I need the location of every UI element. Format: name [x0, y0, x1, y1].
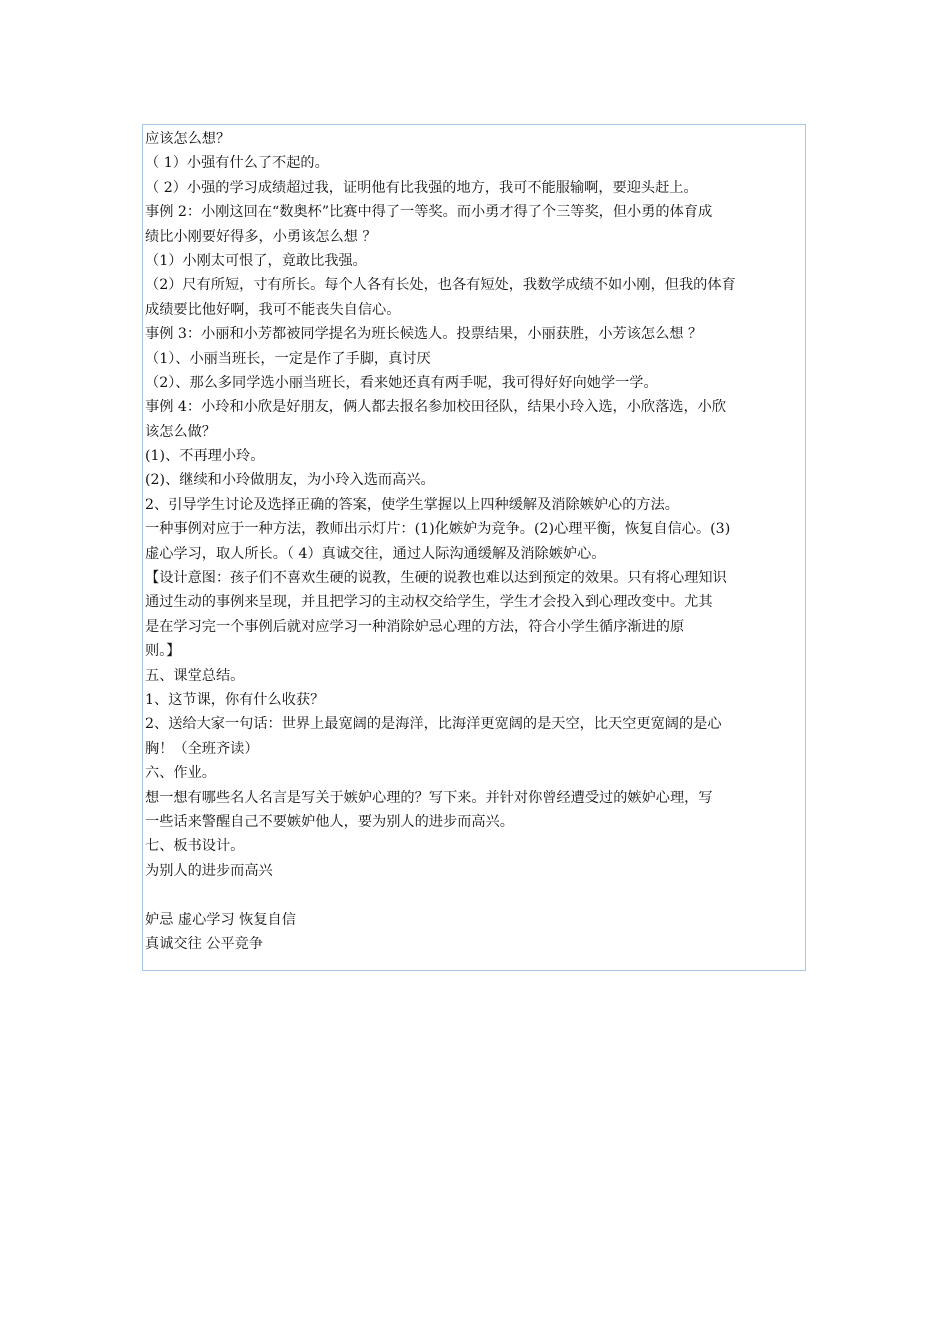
text-line: 2、引导学生讨论及选择正确的答案，使学生掌握以上四种缓解及消除嫉妒心的方法。 [145, 496, 679, 513]
text-line: （2）尺有所短，寸有所长。每个人各有长处，也各有短处，我数学成绩不如小刚，但我的体育 [145, 277, 736, 294]
text-line: 事例 4：小玲和小欣是好朋友，俩人都去报名参加校田径队，结果小玲入选，小欣落选，小欣 [145, 399, 727, 416]
text-line: 【设计意图：孩子们不喜欢生硬的说教，生硬的说教也难以达到预定的效果。只有将心理知识 [145, 570, 727, 587]
document-content-box [142, 124, 806, 971]
text-line: 通过生动的事例来呈现，并且把学习的主动权交给学生，学生才会投入到心理改变中。尤其 [145, 594, 713, 611]
text-line: 该怎么做？ [145, 423, 216, 440]
text-line: 一些话来警醒自己不要嫉妒他人，要为别人的进步而高兴。 [145, 813, 514, 830]
text-line: (2)、继续和小玲做朋友，为小玲入选而高兴。 [145, 472, 435, 489]
text-line: 事例 2：小刚这回在“数奥杯”比赛中得了一等奖。而小勇才得了个三等奖，但小勇的体育成 [145, 204, 713, 221]
text-line: （ 1）小强有什么了不起的。 [145, 155, 329, 172]
text-line: 六、作业。 [145, 765, 216, 782]
text-line: 为别人的进步而高兴 [145, 862, 273, 879]
text-line: 是在学习完一个事例后就对应学习一种消除妒忌心理的方法，符合小学生循序渐进的原 [145, 618, 685, 635]
text-line: 1、这节课，你有什么收获？ [145, 691, 325, 708]
text-line: （1）小刚太可恨了，竟敢比我强。 [145, 252, 367, 269]
text-line: 真诚交往 公平竞争 [145, 935, 264, 952]
text-line: 想一想有哪些名人名言是写关于嫉妒心理的？写下来。并针对你曾经遭受过的嫉妒心理，写 [145, 789, 713, 806]
text-line: 成绩要比他好啊，我可不能丧失自信心。 [145, 301, 401, 318]
text-line: （ 2）小强的学习成绩超过我，证明他有比我强的地方，我可不能服输啊，要迎头赶上。 [145, 179, 698, 196]
text-line: 2、送给大家一句话：世界上最宽阔的是海洋，比海洋更宽阔的是天空，比天空更宽阔的是心 [145, 716, 722, 733]
text-line: （1）、小丽当班长，一定是作了手脚，真讨厌 [145, 350, 431, 367]
text-line: 虚心学习，取人所长。（ 4）真诚交往，通过人际沟通缓解及消除嫉妒心。 [145, 545, 606, 562]
text-line: 一种事例对应于一种方法，教师出示灯片：(1)化嫉妒为竞争。(2)心理平衡，恢复自信心。(3) [145, 521, 731, 538]
text-line: 胸！（全班齐读） [145, 740, 259, 757]
text-line: 妒忌 虚心学习 恢复自信 [145, 911, 296, 928]
text-line: (1)、不再理小玲。 [145, 448, 265, 465]
text-line: （2）、那么多同学选小丽当班长，看来她还真有两手呢，我可得好好向她学一学。 [145, 374, 658, 391]
text-line: 五、课堂总结。 [145, 667, 245, 684]
text-line: 事例 3：小丽和小芳都被同学提名为班长候选人。投票结果，小丽获胜，小芳该怎么想 ？ [145, 326, 703, 343]
text-line: 七、板书设计。 [145, 838, 245, 855]
text-line: 绩比小刚要好得多，小勇该怎么想 ？ [145, 228, 377, 245]
text-line: 应该怎么想？ [145, 131, 231, 147]
blank-line [145, 883, 805, 907]
text-line: 则。】 [145, 643, 181, 660]
